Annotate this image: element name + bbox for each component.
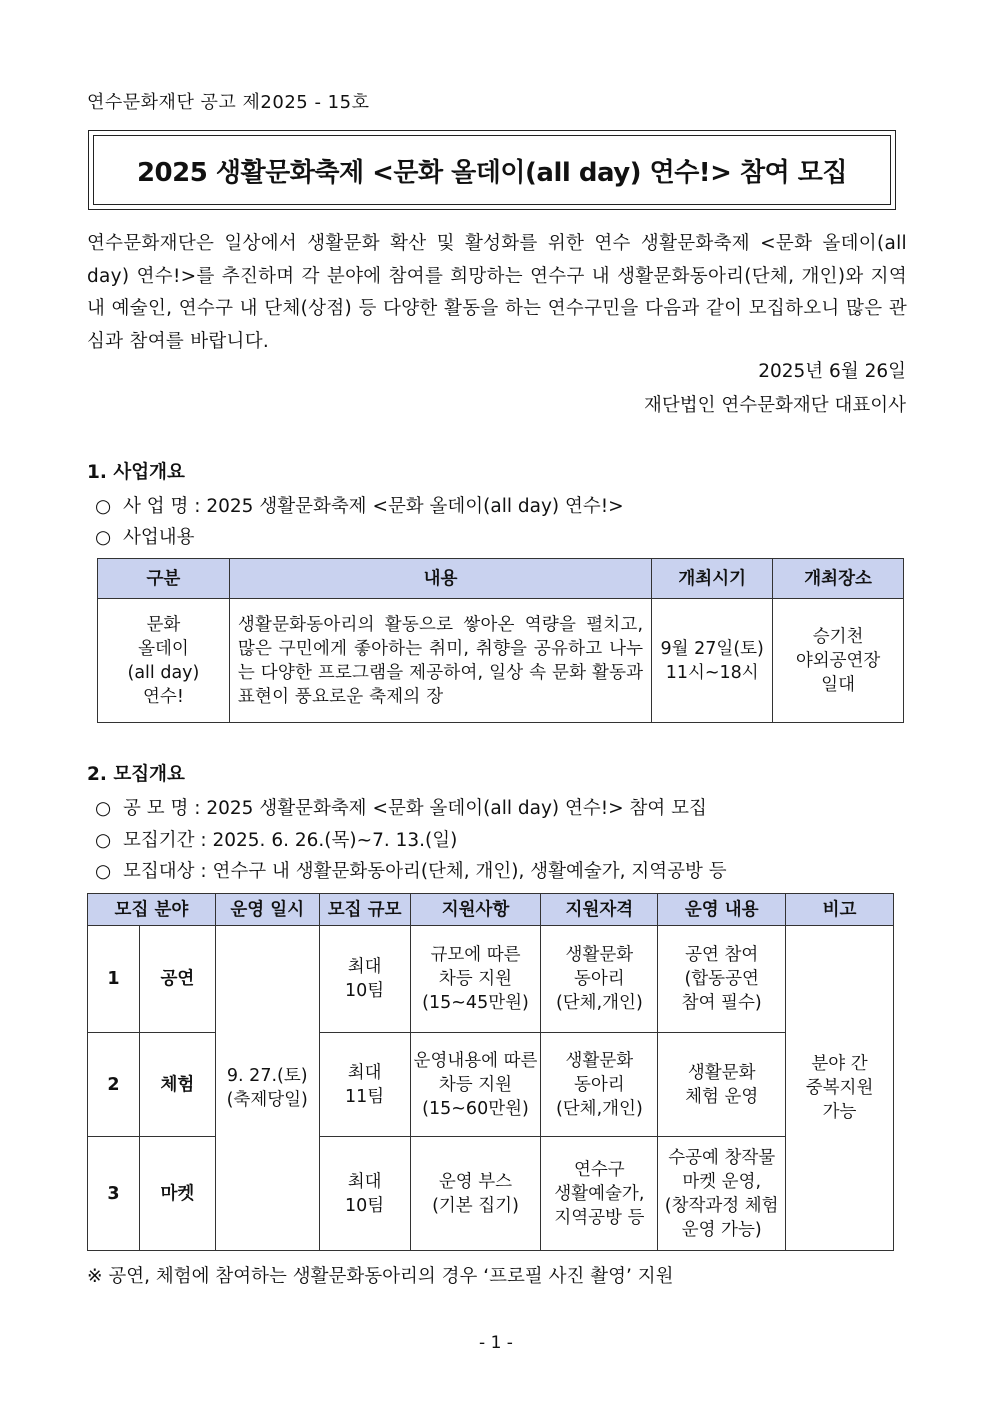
bullet-text: 모집기간 : 2025. 6. 26.(목)~7. 13.(일) — [123, 830, 458, 851]
bullet-recruit-target — [95, 857, 727, 883]
cell-row-number: 3 — [88, 1137, 140, 1251]
circle-bullet-icon: ○ — [95, 830, 112, 851]
header-operation: 운영 내용 — [658, 894, 786, 926]
cell-support: 운영내용에 따른 차등 지원 (15~60만원) — [410, 1033, 541, 1137]
circle-bullet-icon: ○ — [95, 798, 112, 819]
circle-bullet-icon: ○ — [95, 496, 112, 517]
footnote: ※ 공연, 체험에 참여하는 생활문화동아리의 경우 ‘프로필 사진 촬영’ 지원 — [87, 1266, 674, 1287]
cell-row-number: 1 — [88, 926, 140, 1033]
table-row — [88, 1033, 894, 1137]
bullet-project-content — [95, 523, 194, 549]
section-heading-recruitment: 2. 모집개요 — [87, 764, 185, 785]
issuer-organization: 재단법인 연수문화재단 대표이사 — [644, 395, 906, 416]
document-title: 2025 생활문화축제 <문화 올데이(all day) 연수!> 참여 모집 — [93, 135, 891, 205]
bullet-project-name — [95, 492, 624, 518]
notice-date: 2025년 6월 26일 — [758, 361, 906, 382]
bullet-text: 모집대상 : 연수구 내 생활문화동아리(단체, 개인), 생활예술가, 지역공방 등 — [123, 861, 727, 882]
cell-eligibility: 생활문화 동아리 (단체,개인) — [541, 1033, 658, 1137]
header-eligibility: 지원자격 — [541, 894, 658, 926]
cell-field: 공연 — [139, 926, 215, 1033]
cell-category: 문화 올데이 (all day) 연수! — [98, 599, 230, 723]
cell-content: 생활문화동아리의 활동으로 쌓아온 역량을 펼치고, 많은 구민에게 좋아하는 취미, 취향을 공유하고 나누는 다양한 프로그램을 제공하여, 일상 속 문화 활동과 표현이 풍요로운 축제의 장 — [229, 599, 651, 723]
header-scale: 모집 규모 — [319, 894, 410, 926]
header-place: 개최장소 — [773, 559, 904, 599]
cell-period: 9월 27일(토) 11시~18시 — [652, 599, 773, 723]
cell-scale: 최대 10팀 — [319, 926, 410, 1033]
title-box — [88, 130, 896, 210]
header-period: 개최시기 — [652, 559, 773, 599]
cell-scale: 최대 10팀 — [319, 1137, 410, 1251]
header-content: 내용 — [229, 559, 651, 599]
header-category: 구분 — [98, 559, 230, 599]
bullet-recruit-period — [95, 826, 457, 852]
header-note: 비고 — [786, 894, 894, 926]
cell-support: 운영 부스 (기본 집기) — [410, 1137, 541, 1251]
bullet-text: 사 업 명 : 2025 생활문화축제 <문화 올데이(all day) 연수!> — [123, 496, 624, 517]
cell-support: 규모에 따른 차등 지원 (15~45만원) — [410, 926, 541, 1033]
bullet-text: 사업내용 — [123, 527, 195, 548]
cell-note: 분야 간 중복지원 가능 — [786, 926, 894, 1251]
cell-operation: 공연 참여 (합동공연 참여 필수) — [658, 926, 786, 1033]
header-field: 모집 분야 — [88, 894, 216, 926]
cell-eligibility: 연수구 생활예술가, 지역공방 등 — [541, 1137, 658, 1251]
cell-row-number: 2 — [88, 1033, 140, 1137]
circle-bullet-icon: ○ — [95, 527, 112, 548]
table-row — [88, 926, 894, 1033]
overview-table — [97, 558, 904, 723]
circle-bullet-icon: ○ — [95, 861, 112, 882]
cell-field: 체험 — [139, 1033, 215, 1137]
intro-paragraph: 연수문화재단은 일상에서 생활문화 확산 및 활성화를 위한 연수 생활문화축제 <문화 올데이(all day) 연수!>를 추진하며 각 분야에 참여를 희망하는 연수구 내 생활문화동아리(단체, 개인)와 지역 내 예술인, 연수구 내 단체(상점) 등 다양한 활동을 하는 연수구민을 다음과 같이 모집하오니 많은 관심과 참여를 바랍니다. — [87, 233, 907, 352]
cell-schedule: 9. 27.(토) (축제당일) — [215, 926, 319, 1251]
page-number: - 1 - — [479, 1333, 513, 1353]
cell-scale: 최대 11팀 — [319, 1033, 410, 1137]
cell-field: 마켓 — [139, 1137, 215, 1251]
cell-place: 승기천 야외공연장 일대 — [773, 599, 904, 723]
cell-operation: 생활문화 체험 운영 — [658, 1033, 786, 1137]
notice-number: 연수문화재단 공고 제2025 - 15호 — [87, 92, 370, 113]
bullet-contest-name — [95, 794, 707, 820]
recruitment-table — [87, 893, 894, 1251]
header-schedule: 운영 일시 — [215, 894, 319, 926]
header-support: 지원사항 — [410, 894, 541, 926]
cell-operation: 수공예 창작물 마켓 운영, (창작과정 체험 운영 가능) — [658, 1137, 786, 1251]
cell-eligibility: 생활문화 동아리 (단체,개인) — [541, 926, 658, 1033]
section-heading-overview: 1. 사업개요 — [87, 462, 185, 483]
bullet-text: 공 모 명 : 2025 생활문화축제 <문화 올데이(all day) 연수!> 참여 모집 — [123, 798, 707, 819]
table-row — [88, 1137, 894, 1251]
